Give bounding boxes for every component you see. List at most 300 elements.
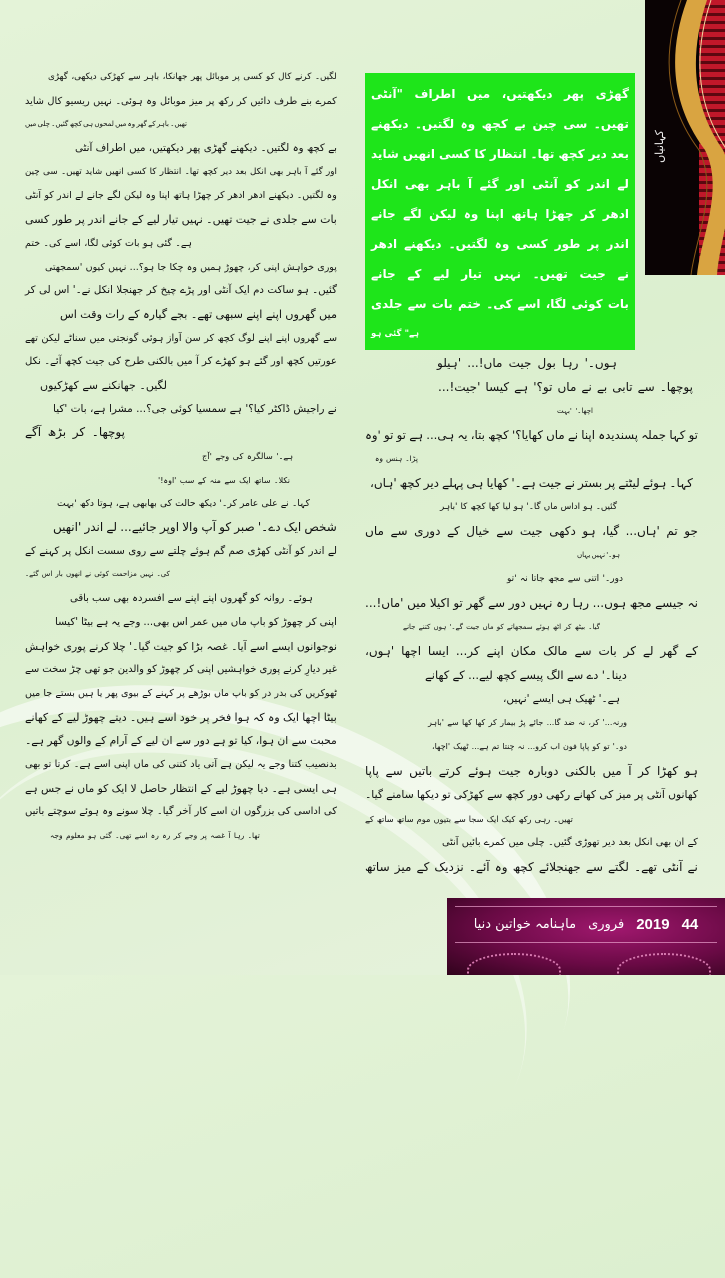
word: راجیش — [293, 402, 325, 415]
word: دیکھ — [198, 498, 217, 510]
word: تو — [43, 758, 52, 770]
word: پسندیدہ — [598, 428, 638, 442]
word: پر — [200, 831, 207, 840]
word: باہر — [286, 166, 302, 177]
word: ہوا، — [255, 734, 275, 748]
word: ہے۔ — [25, 734, 44, 748]
word: کال — [278, 72, 292, 82]
word: کھا — [475, 718, 486, 727]
word: اطراف — [414, 87, 456, 101]
text-line — [365, 375, 698, 399]
word: ایک — [111, 781, 128, 795]
word: ساتھ — [376, 814, 394, 824]
word: تو — [396, 428, 406, 442]
word: لے — [642, 644, 654, 658]
word: پھر — [187, 142, 201, 155]
word: گیا۔ — [588, 623, 600, 631]
word: میز — [189, 95, 203, 107]
word: لیے — [433, 267, 450, 281]
word: ایک — [239, 475, 251, 485]
word: دیارِ — [305, 664, 321, 676]
word: ایک — [282, 710, 299, 724]
word: میز — [616, 788, 632, 801]
word: طور — [554, 237, 581, 251]
word: ان — [277, 734, 289, 748]
word: ہے... — [471, 742, 489, 751]
word: وجے — [268, 758, 286, 770]
word: اب — [550, 742, 560, 751]
word: جس — [40, 781, 62, 795]
word: اندر — [587, 177, 610, 191]
word: ہیں۔ — [129, 710, 155, 724]
word: بالکنی — [147, 356, 174, 368]
word: 'اوہ!' — [158, 475, 177, 485]
word: باہر — [436, 177, 461, 191]
word: ریسیو — [65, 95, 90, 107]
text-line — [371, 259, 629, 289]
word: تو — [228, 734, 238, 748]
word: اپنا — [485, 207, 504, 221]
word: ختم — [25, 237, 41, 249]
word: رہا — [561, 356, 579, 370]
word: سے — [566, 668, 584, 682]
word: لے — [617, 177, 629, 191]
text-line — [371, 79, 629, 109]
word: صبر — [234, 520, 255, 535]
word: لیے — [66, 710, 80, 724]
word: آئے۔ — [44, 356, 62, 368]
text-line — [365, 351, 698, 375]
word: لیے — [145, 734, 159, 748]
page-number: 44 — [681, 915, 699, 933]
word: کر — [638, 764, 651, 778]
word: کھڑکیوں — [40, 378, 79, 392]
word: کیوں — [85, 261, 105, 273]
word: انتظار — [170, 781, 198, 795]
word: آرام — [109, 734, 128, 748]
word: ہے — [409, 428, 423, 442]
word: آ — [195, 356, 199, 368]
text-line — [365, 783, 698, 807]
word: بجے — [170, 307, 188, 321]
word: وہ — [494, 237, 510, 251]
word: 'اچھا، — [432, 742, 451, 751]
word: کے — [127, 307, 140, 321]
page-footer — [447, 898, 725, 975]
word: باپ — [249, 615, 266, 628]
word: لگیں۔ — [314, 72, 337, 82]
word: منہ — [209, 475, 221, 485]
word: کیا — [240, 734, 253, 748]
word: سے — [637, 380, 655, 394]
word: دکھ — [79, 498, 95, 510]
word: کی — [599, 788, 614, 801]
word: دکھی — [549, 524, 576, 538]
word: اور — [270, 356, 284, 368]
word: چھڑا — [545, 207, 574, 221]
text-line — [365, 519, 698, 543]
word: کے — [446, 524, 460, 538]
word: کا — [460, 502, 468, 512]
word: کی — [107, 356, 122, 368]
word: تھے — [25, 332, 38, 344]
word: دیر — [220, 166, 233, 177]
text-line — [365, 663, 698, 687]
word: شخص — [304, 520, 337, 535]
word: ماں — [230, 615, 247, 628]
word: آگے — [25, 425, 42, 440]
word: اسے — [517, 297, 541, 311]
word: فون — [563, 742, 577, 751]
word: ہے" — [404, 329, 419, 339]
word: نہیں — [181, 213, 203, 227]
word: 'تو — [507, 574, 517, 584]
word: پر — [587, 237, 600, 251]
word: سے — [301, 213, 317, 227]
word: لگا، — [84, 237, 99, 249]
word: اس — [54, 284, 70, 297]
word: اٹھ — [552, 623, 562, 631]
word: آنٹی — [442, 837, 459, 848]
text-line — [365, 399, 698, 423]
word: ہو — [297, 284, 309, 297]
word: پر — [232, 72, 240, 82]
word: وہ — [326, 190, 337, 202]
word: سی — [43, 166, 58, 177]
word: گئے — [310, 166, 323, 177]
word: جیت — [538, 476, 562, 490]
word: آپ — [201, 520, 216, 535]
word: گئے — [479, 177, 499, 191]
word: لے — [75, 190, 84, 202]
word: نے — [280, 498, 289, 510]
word: سناٹے — [63, 332, 87, 344]
word: اس — [60, 307, 77, 321]
word: 'باہر — [428, 718, 444, 727]
word: بھی — [113, 593, 130, 605]
word: رہ — [150, 831, 159, 840]
word: بات — [431, 297, 453, 311]
text-line — [25, 682, 337, 706]
text-line — [365, 711, 698, 735]
word: سے — [574, 644, 592, 658]
word: تو — [453, 596, 463, 610]
word: اپنا — [581, 428, 595, 442]
word: وہ — [145, 190, 156, 202]
word: شاید — [25, 95, 44, 107]
word: کوئی — [170, 402, 193, 415]
word: جیسے — [655, 596, 684, 610]
word: بتیوں — [433, 814, 452, 824]
word: لگے — [403, 207, 422, 221]
word: نزدیک — [434, 860, 464, 874]
word: شاید — [371, 147, 399, 161]
word: ہوئے — [535, 623, 550, 631]
word: کچھ — [558, 147, 585, 161]
word: کسی — [516, 237, 548, 251]
word: نے — [581, 380, 592, 394]
word: 'بہت — [557, 407, 572, 415]
word: سامنے — [386, 788, 414, 801]
word: کچھ — [481, 117, 508, 131]
word: مجھ — [548, 574, 565, 584]
word: غصہ — [206, 639, 228, 653]
word: سے — [385, 764, 403, 778]
word: تھیں۔ — [60, 166, 82, 177]
word: گھروں — [220, 593, 248, 605]
word: باتیں — [25, 806, 45, 818]
word: ساتھ — [396, 814, 414, 824]
word: ہاتھ — [511, 207, 538, 221]
word: وہ — [186, 261, 197, 273]
word: ہنس — [386, 454, 403, 463]
word: سے — [585, 860, 603, 874]
word: جھنجلا — [116, 284, 144, 297]
word: ہو — [684, 764, 698, 778]
text-line — [371, 139, 629, 169]
word: وجے — [184, 831, 198, 840]
word: کچھ — [306, 142, 325, 155]
word: ہے، — [89, 402, 106, 415]
word: میں — [318, 307, 337, 321]
word: کر — [306, 615, 317, 628]
word: کر — [183, 664, 195, 676]
word: اپنی — [197, 664, 214, 676]
word: ٹھوکریں — [305, 687, 337, 699]
word: چنتا — [502, 742, 515, 751]
word: آ — [228, 831, 231, 840]
word: کھڑکی — [453, 788, 484, 801]
word: پر — [200, 710, 210, 724]
word: بھی... — [143, 615, 170, 628]
text-line — [25, 421, 337, 445]
word: ختم — [458, 297, 481, 311]
word: خواہش — [282, 261, 315, 273]
word: سوچتے — [47, 806, 77, 818]
word: تم — [491, 742, 500, 751]
word: نے — [687, 860, 698, 874]
word: کی — [289, 687, 303, 699]
word: جو — [103, 664, 115, 676]
word: نہیں — [93, 95, 112, 107]
word: کچھ — [286, 356, 305, 368]
word: "آنٹی — [371, 87, 403, 101]
word: مالک — [543, 644, 568, 658]
text-line — [371, 289, 629, 319]
word: آنٹی — [75, 142, 93, 155]
word: 'نہیں، — [503, 693, 530, 705]
article-column-left — [25, 66, 337, 848]
word: 'جیت!... — [438, 380, 481, 394]
text-line — [25, 824, 337, 848]
word: کھانے — [573, 788, 597, 801]
word: بعد — [235, 166, 247, 177]
word: ہو — [142, 237, 154, 249]
word: ہے، — [115, 498, 130, 510]
word: دے۔' — [257, 520, 281, 535]
word: 'کیا — [53, 402, 68, 415]
word: کو — [249, 687, 260, 699]
word: رہی — [534, 814, 551, 824]
word: کہا۔ — [669, 476, 693, 490]
word: اپنے — [258, 332, 273, 344]
word: تو — [384, 428, 394, 442]
word: میں — [508, 837, 525, 848]
word: کے — [200, 781, 212, 795]
word: تھی — [84, 664, 101, 676]
word: باہر — [144, 72, 160, 82]
text-line — [25, 635, 337, 659]
word: کے — [130, 734, 143, 748]
word: ہوا — [234, 710, 250, 724]
word: پاپا — [579, 742, 590, 751]
word: ہوئے — [189, 544, 211, 557]
word: اسے — [157, 710, 177, 724]
word: سے — [447, 718, 459, 727]
text-line — [25, 469, 337, 493]
word: خواہش — [25, 639, 61, 653]
word: انکل — [634, 837, 653, 848]
word: لگا، — [545, 297, 567, 311]
word: گا... — [546, 718, 561, 727]
word: جیت — [235, 213, 257, 227]
word: بیوی — [121, 687, 139, 699]
word: ضد — [563, 718, 575, 727]
word: کر — [623, 644, 636, 658]
word: اسے — [249, 639, 269, 653]
word: ہوئے — [642, 476, 667, 490]
word: بزرگوں — [243, 806, 275, 818]
word: ہو — [371, 329, 382, 339]
word: پر — [75, 213, 85, 227]
word: میں — [89, 332, 106, 344]
word: آیا۔ — [231, 639, 247, 653]
word: سن — [185, 332, 201, 344]
text-line — [25, 303, 337, 327]
word: چیخ — [160, 284, 177, 297]
word: کر — [146, 284, 158, 297]
word: نے — [564, 476, 575, 490]
word: کتنا — [288, 758, 302, 770]
word: میں — [211, 615, 228, 628]
word: جانے — [371, 267, 396, 281]
word: دیا — [257, 781, 269, 795]
word: کی — [232, 451, 244, 461]
word: دور — [508, 596, 526, 610]
word: اسے — [64, 237, 81, 249]
text-line — [365, 471, 698, 495]
word: کے — [51, 710, 64, 724]
word: میں — [467, 87, 491, 101]
word: کمرے — [315, 95, 337, 107]
word: رکھ — [217, 95, 234, 107]
text-line — [25, 398, 337, 422]
word: کر — [202, 356, 213, 368]
word: اکیلا — [429, 596, 450, 610]
word: اسے — [210, 806, 228, 818]
word: کو — [565, 177, 580, 191]
word: کی — [159, 498, 173, 510]
text-line — [25, 563, 337, 587]
word: گھڑی — [203, 142, 227, 155]
word: انکل — [249, 166, 267, 177]
word: تھیں۔ — [553, 814, 573, 824]
word: ہوتا — [97, 498, 113, 510]
word: ادھر — [248, 190, 266, 202]
word: کچھ — [202, 166, 218, 177]
text-line — [25, 753, 337, 777]
word: بیمار — [500, 718, 516, 727]
word: دیر — [423, 476, 440, 490]
word: یہ — [111, 615, 121, 628]
word: سے — [82, 378, 99, 392]
word: بیٹھ — [574, 623, 586, 631]
word: کرتا — [54, 758, 71, 770]
word: دیتے — [108, 710, 127, 724]
word: لگتیں۔ — [260, 142, 290, 155]
word: غصہ — [210, 831, 226, 840]
word: بالکنی — [565, 764, 596, 778]
word: کر — [564, 623, 572, 631]
word: گئے — [253, 356, 268, 368]
word: سب — [92, 593, 111, 605]
word: جیت — [508, 356, 532, 370]
word: ہو — [582, 524, 596, 538]
word: کچھ — [512, 860, 534, 874]
word: پڑ — [519, 718, 526, 727]
word: میں — [129, 142, 146, 155]
word: اتنی — [583, 574, 600, 584]
word: گئے۔ — [25, 570, 39, 579]
word: لگتیں۔ — [296, 190, 324, 202]
word: آنٹی — [532, 177, 558, 191]
word: اس — [41, 570, 53, 579]
word: چین — [25, 166, 40, 177]
word: انکل — [93, 284, 113, 297]
word: باتیں — [409, 764, 433, 778]
word: چھوڑ — [82, 710, 106, 724]
word: کتنے — [418, 623, 431, 631]
word: جھانکنے — [101, 378, 136, 392]
word: سے — [167, 593, 182, 605]
word: آتی — [203, 758, 218, 770]
pull-quote-box — [365, 73, 635, 350]
article-column-right — [365, 351, 698, 879]
footer-ornament — [467, 953, 561, 975]
word: سب — [179, 475, 195, 485]
word: ماں!... — [467, 356, 503, 370]
word: نے — [327, 402, 337, 415]
word: کے — [416, 860, 430, 874]
word: چھڑا — [193, 190, 212, 202]
word: 'باہر — [440, 502, 458, 512]
word: نہ — [517, 742, 525, 751]
text-line — [25, 66, 337, 90]
word: کو — [592, 742, 601, 751]
word: تھیں۔ — [206, 213, 233, 227]
word: بھی — [269, 166, 284, 177]
word: پڑا۔ — [405, 454, 418, 463]
word: مشرا — [109, 402, 133, 415]
word: چین — [532, 117, 557, 131]
word: ہوئی۔ — [115, 95, 143, 107]
word: بات — [125, 237, 140, 249]
word: نہ — [687, 596, 698, 610]
word: معلوم — [66, 831, 85, 840]
word: کو — [294, 544, 306, 557]
word: بات — [320, 213, 337, 227]
word: 'بہت — [57, 498, 77, 510]
